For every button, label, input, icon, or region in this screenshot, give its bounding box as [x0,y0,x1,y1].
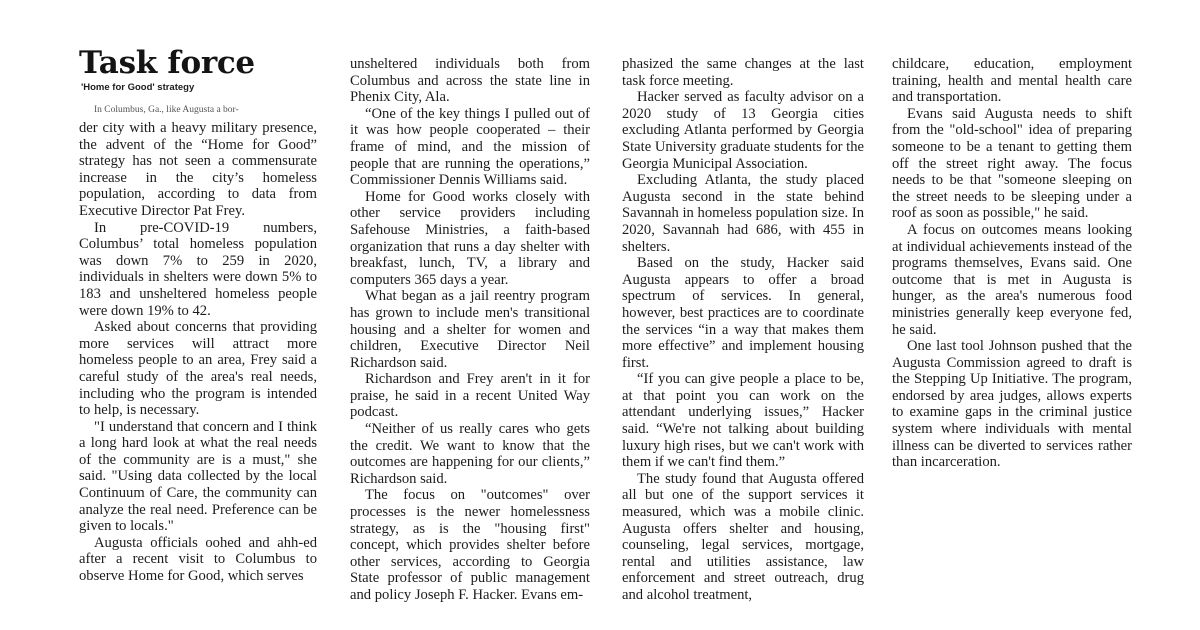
paragraph: The study found that Augusta offered all but one of the support services it measured, which was a mobile clinic. Augusta offers shelter and housing, counseling, legal services, mortgage, rental and utilities assistance, law enforcement and street outreach, drug and alcohol treatment, [622,470,864,603]
subhead: 'Home for Good' strategy [81,82,195,93]
article-column-4 [892,56,1132,471]
paragraph: “Neither of us really cares who gets the credit. We want to know that the outcomes are happening for our clients,” Richardson said. [350,421,590,487]
paragraph: What began as a jail reentry program has grown to include men's transitional housing and a shelter for women and children, Executive Director Neil Richardson said. [350,288,590,371]
paragraph: “One of the key things I pulled out of it was how people cooperated – their frame of mind, and the mission of people that are running the operations,” Commissioner Dennis Williams said. [350,105,590,189]
paragraph: One last tool Johnson pushed that the Augusta Commission agreed to draft is the Stepping Up Initiative. The program, endorsed by area judges, allows experts to examine gaps in the criminal justice system where individuals with mental illness can be diverted to services rather than incarceration. [892,338,1132,471]
article-column-1 [79,46,317,585]
dropline: In Columbus, Ga., like Augusta a bor- [94,105,239,115]
article-column-3 [622,56,864,604]
paragraph: The focus on "outcomes" over processes is the newer homelessness strategy, as is the "housing first" concept, which provides shelter before other services, according to Georgia State professor of public management and policy Joseph F. Hacker. Evans em- [350,487,590,603]
paragraph: childcare, education, employment training, health and mental health care and transportation. [892,56,1132,106]
paragraph: Based on the study, Hacker said Augusta appears to offer a broad spectrum of services. In general, however, best practices are to coordinate the services “in a way that makes them more effective” and implement housing first. [622,255,864,371]
article-column-2 [350,56,590,604]
paragraph: Home for Good works closely with other service providers including Safehouse Ministries, a faith-based organization that runs a day shelter with breakfast, lunch, TV, a library and computers 365 days a year. [350,188,590,288]
headline: Task force [79,45,255,81]
paragraph: Evans said Augusta needs to shift from the "old-school" idea of preparing someone to be a tenant to getting them off the street right away. The focus needs to be that "someone sleeping on the street needs to be sleeping under a roof as soon as possible," he said. [892,105,1132,222]
paragraph: Asked about concerns that providing more services will attract more homeless people to an area, Frey said a careful study of the area's real needs, including who the program is intended to help, is necessary. [79,319,317,419]
paragraph: unsheltered individuals both from Columbus and across the state line in Phenix City, Ala. [350,56,590,106]
paragraph: Augusta officials oohed and ahh-ed after a recent visit to Columbus to observe Home for Good, which serves [79,534,317,585]
paragraph: In pre-COVID-19 numbers, Columbus’ total homeless population was down 7% to 259 in 2020, individuals in shelters were down 5% to 183 and unsheltered homeless people were down 19% to 42. [79,219,317,319]
paragraph: Hacker served as faculty advisor on a 2020 study of 13 Georgia cities excluding Atlanta performed by Georgia State University graduate students for the Georgia Municipal Association. [622,89,864,172]
paragraph: phasized the same changes at the last task force meeting. [622,56,864,89]
paragraph: der city with a heavy military presence, the advent of the “Home for Good” strategy has not seen a commensurate increase in the city’s homeless population, according to data from Executive Director Pat Frey. [79,120,317,219]
paragraph: "I understand that concern and I think a long hard look at what the real needs of the community are is a must," she said. "Using data collected by the local Continuum of Care, the community can analyze the real need. Preference can be given to locals." [79,418,317,535]
paragraph: A focus on outcomes means looking at individual achievements instead of the programs themselves, Evans said. One outcome that is met in Augusta is hunger, as the area's numerous food ministries generally keep everyone fed, he said. [892,221,1132,338]
paragraph: Excluding Atlanta, the study placed Augusta second in the state behind Savannah in homeless population size. In 2020, Savannah had 686, with 455 in shelters. [622,172,864,255]
paragraph: Richardson and Frey aren't in it for praise, he said in a recent United Way podcast. [350,371,590,421]
paragraph: “If you can give people a place to be, at that point you can work on the attendant underlying issues,” Hacker said. “We're not talking about building luxury high rises, but we can't work with them if we can't find them.” [622,371,864,471]
